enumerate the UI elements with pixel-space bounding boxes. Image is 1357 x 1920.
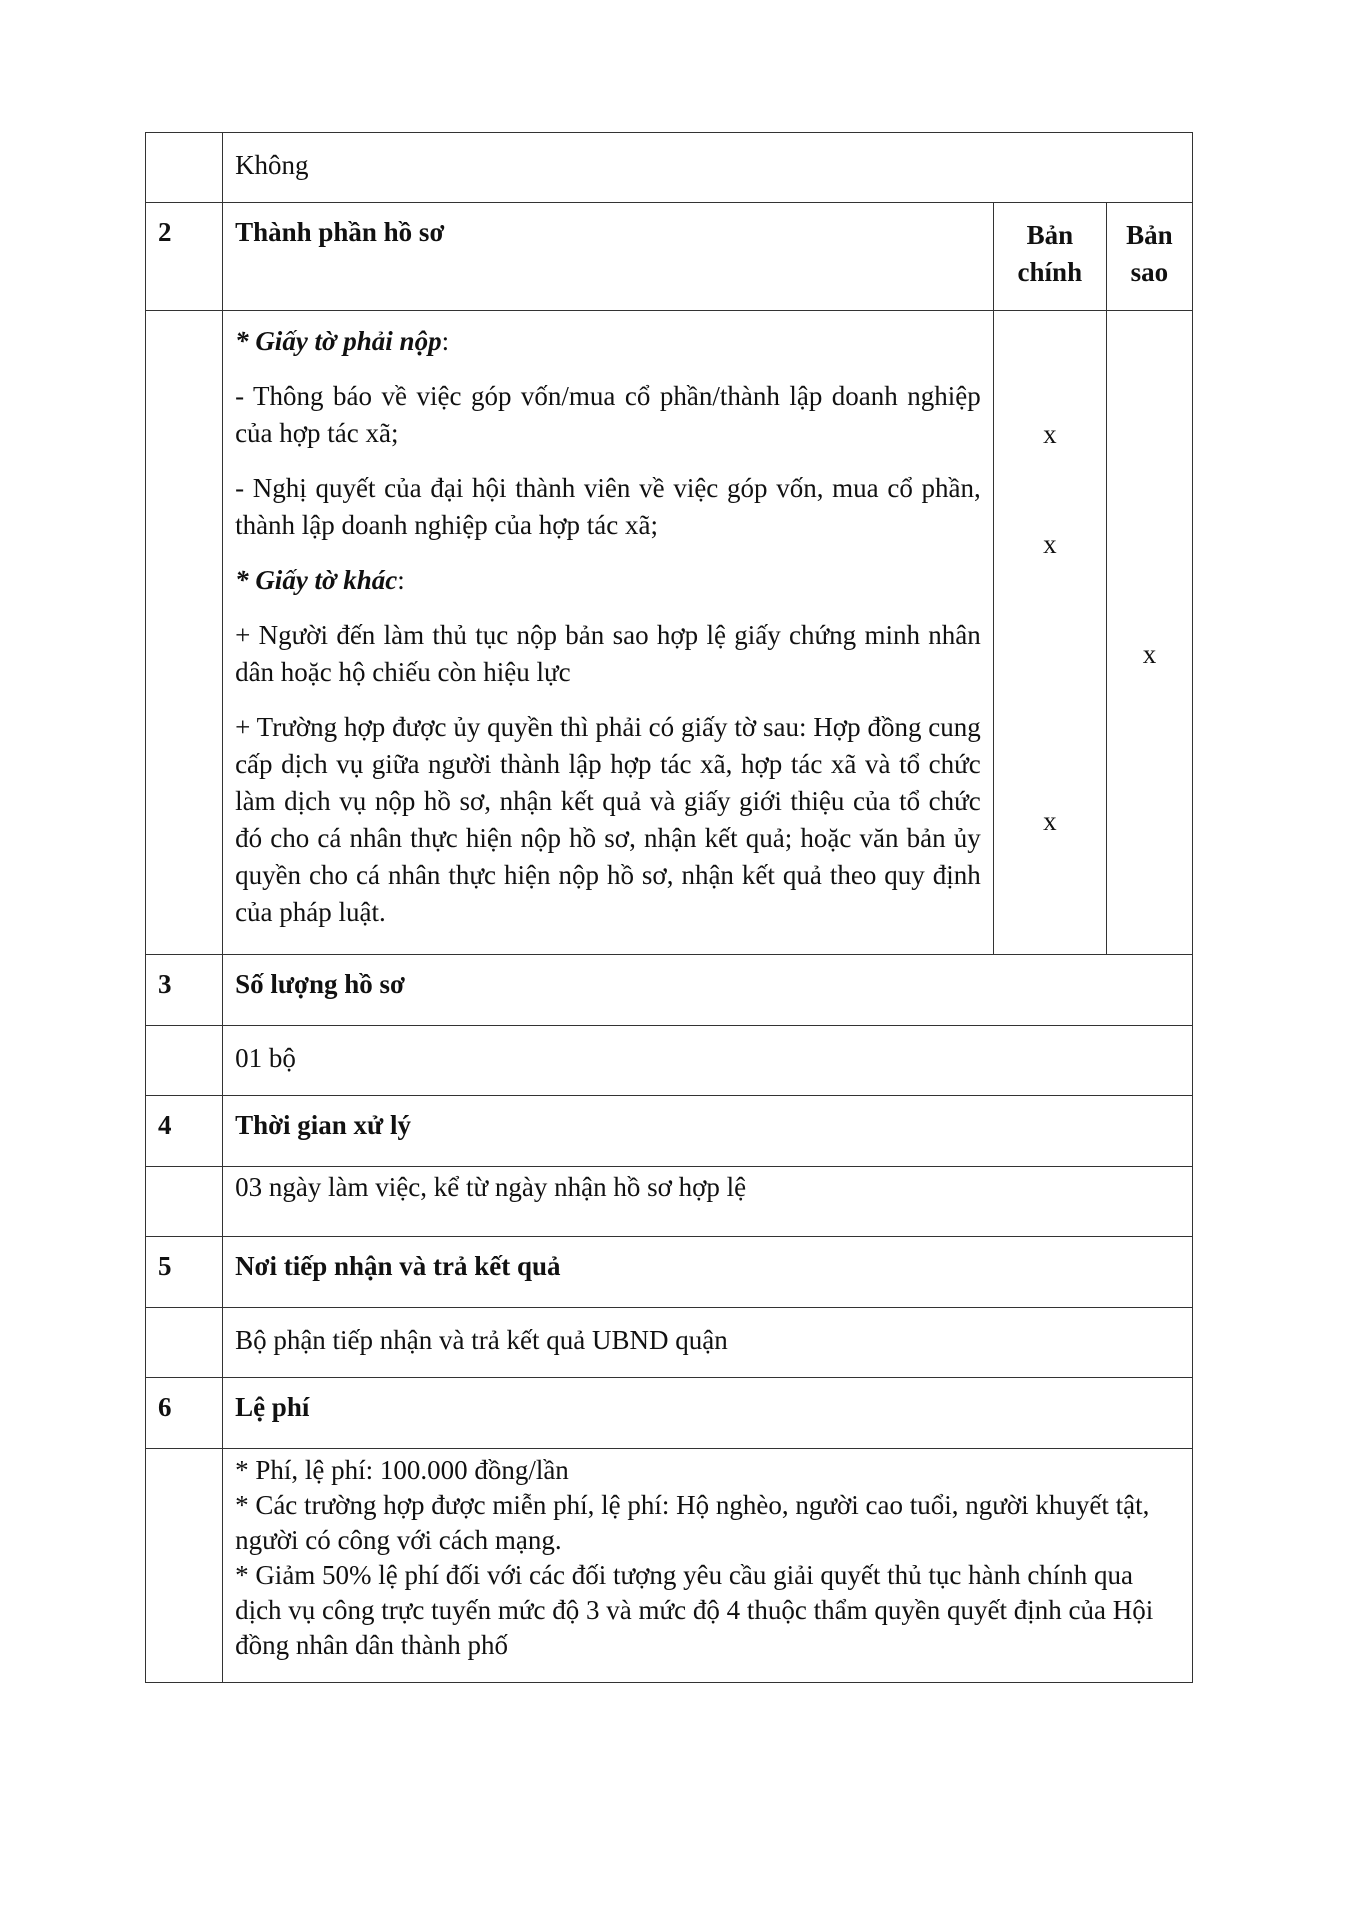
col-header-line: Bản: [1126, 220, 1173, 250]
number-cell: [146, 133, 223, 203]
section-title: Thời gian xử lý: [223, 1096, 1193, 1167]
col-header-line: sao: [1130, 257, 1169, 287]
fee-line: * Các trường hợp được miễn phí, lệ phí: Hộ nghèo, người cao tuổi, người khuyết tật, người có công với cách mạng.: [235, 1490, 1150, 1555]
row-section-3-content: [146, 1026, 1193, 1096]
row-section-6-header: [146, 1378, 1193, 1449]
row-section-2-documents: [146, 311, 1193, 955]
section-title: Thành phần hồ sơ: [223, 203, 994, 311]
number-cell: [146, 1308, 223, 1378]
row-section-5-header: [146, 1237, 1193, 1308]
row-section-6-content: [146, 1449, 1193, 1683]
fee-line: * Giảm 50% lệ phí đối với các đối tượng yêu cầu giải quyết thủ tục hành chính qua dịch vụ công trực tuyến mức độ 3 và mức độ 4 thuộc thẩm quyền quyết định của Hội đồng nhân dân thành phố: [235, 1560, 1154, 1660]
section-number: 2: [146, 203, 223, 311]
number-cell: [146, 311, 223, 955]
section-title: Lệ phí: [223, 1378, 1193, 1449]
col-header-line: chính: [1017, 257, 1083, 287]
required-heading: * Giấy tờ phải nộp: [235, 326, 442, 356]
row-section-3-header: [146, 955, 1193, 1026]
list-item: + Người đến làm thủ tục nộp bản sao hợp lệ giấy chứng minh nhân dân hoặc hộ chiếu còn hiệu lực: [235, 620, 981, 687]
documents-list: * Giấy tờ phải nộp: - Thông báo về việc góp vốn/mua cổ phần/thành lập doanh nghiệp của hợp tác xã; - Nghị quyết của đại hội thành viên về việc góp vốn, mua cổ phần, thành lập doanh nghiệp của hợp tác xã; * Giấy tờ khác: + Người đến làm thủ tục nộp bản sao hợp lệ giấy chứng minh nhân dân hoặc hộ chiếu còn hiệu lực + Trường hợp được ủy quyền thì phải có giấy tờ sau: Hợp đồng cung cấp dịch vụ giữa người thành lập hợp tác xã, hợp tác xã và tổ chức làm dịch vụ nộp hồ sơ, nhận kết quả và giấy giới thiệu của tổ chức đó cho cá nhân thực hiện nộp hồ sơ, nhận kết quả; hoặc văn bản ủy quyền cho cá nhân thực hiện nộp hồ sơ, nhận kết quả theo quy định của pháp luật.: [223, 311, 994, 955]
row-section-4-content: [146, 1167, 1193, 1237]
section-number: 3: [146, 955, 223, 1026]
row-section-5-content: [146, 1308, 1193, 1378]
khong-text: Không: [223, 133, 1193, 203]
row-section-4-header: [146, 1096, 1193, 1167]
col-header-ban-sao: [1106, 203, 1192, 311]
check-mark: x: [1043, 529, 1057, 559]
fee-line: * Phí, lệ phí: 100.000 đồng/lần: [235, 1455, 569, 1485]
section-number: 5: [146, 1237, 223, 1308]
row-section-2-header: [146, 203, 1193, 311]
section-title: Số lượng hồ sơ: [223, 955, 1193, 1026]
section-number: 4: [146, 1096, 223, 1167]
col-header-ban-chinh: [993, 203, 1106, 311]
section-content: 03 ngày làm việc, kể từ ngày nhận hồ sơ hợp lệ: [223, 1167, 1193, 1237]
section-title: Nơi tiếp nhận và trả kết quả: [223, 1237, 1193, 1308]
section-content: Bộ phận tiếp nhận và trả kết quả UBND quận: [223, 1308, 1193, 1378]
procedure-table: [145, 132, 1193, 1683]
ban-chinh-marks: [993, 311, 1106, 955]
check-mark: x: [1142, 639, 1157, 669]
section-content: 01 bộ: [223, 1026, 1193, 1096]
row-khong: [146, 133, 1193, 203]
check-mark: x: [1043, 419, 1057, 449]
check-mark: x: [1043, 806, 1057, 836]
list-item: + Trường hợp được ủy quyền thì phải có giấy tờ sau: Hợp đồng cung cấp dịch vụ giữa người thành lập hợp tác xã, hợp tác xã và tổ chức làm dịch vụ nộp hồ sơ, nhận kết quả và giấy giới thiệu của tổ chức đó cho cá nhân thực hiện nộp hồ sơ, nhận kết quả; hoặc văn bản ủy quyền cho cá nhân thực hiện nộp hồ sơ, nhận kết quả theo quy định của pháp luật.: [235, 712, 981, 927]
fee-content: [223, 1449, 1193, 1683]
other-heading: * Giấy tờ khác: [235, 565, 398, 595]
col-header-line: Bản: [1026, 220, 1074, 250]
list-item: - Nghị quyết của đại hội thành viên về việc góp vốn, mua cổ phần, thành lập doanh nghiệp của hợp tác xã;: [235, 473, 981, 540]
number-cell: [146, 1167, 223, 1237]
ban-sao-marks: [1106, 311, 1192, 955]
list-item: - Thông báo về việc góp vốn/mua cổ phần/thành lập doanh nghiệp của hợp tác xã;: [235, 381, 981, 448]
number-cell: [146, 1449, 223, 1683]
number-cell: [146, 1026, 223, 1096]
section-number: 6: [146, 1378, 223, 1449]
